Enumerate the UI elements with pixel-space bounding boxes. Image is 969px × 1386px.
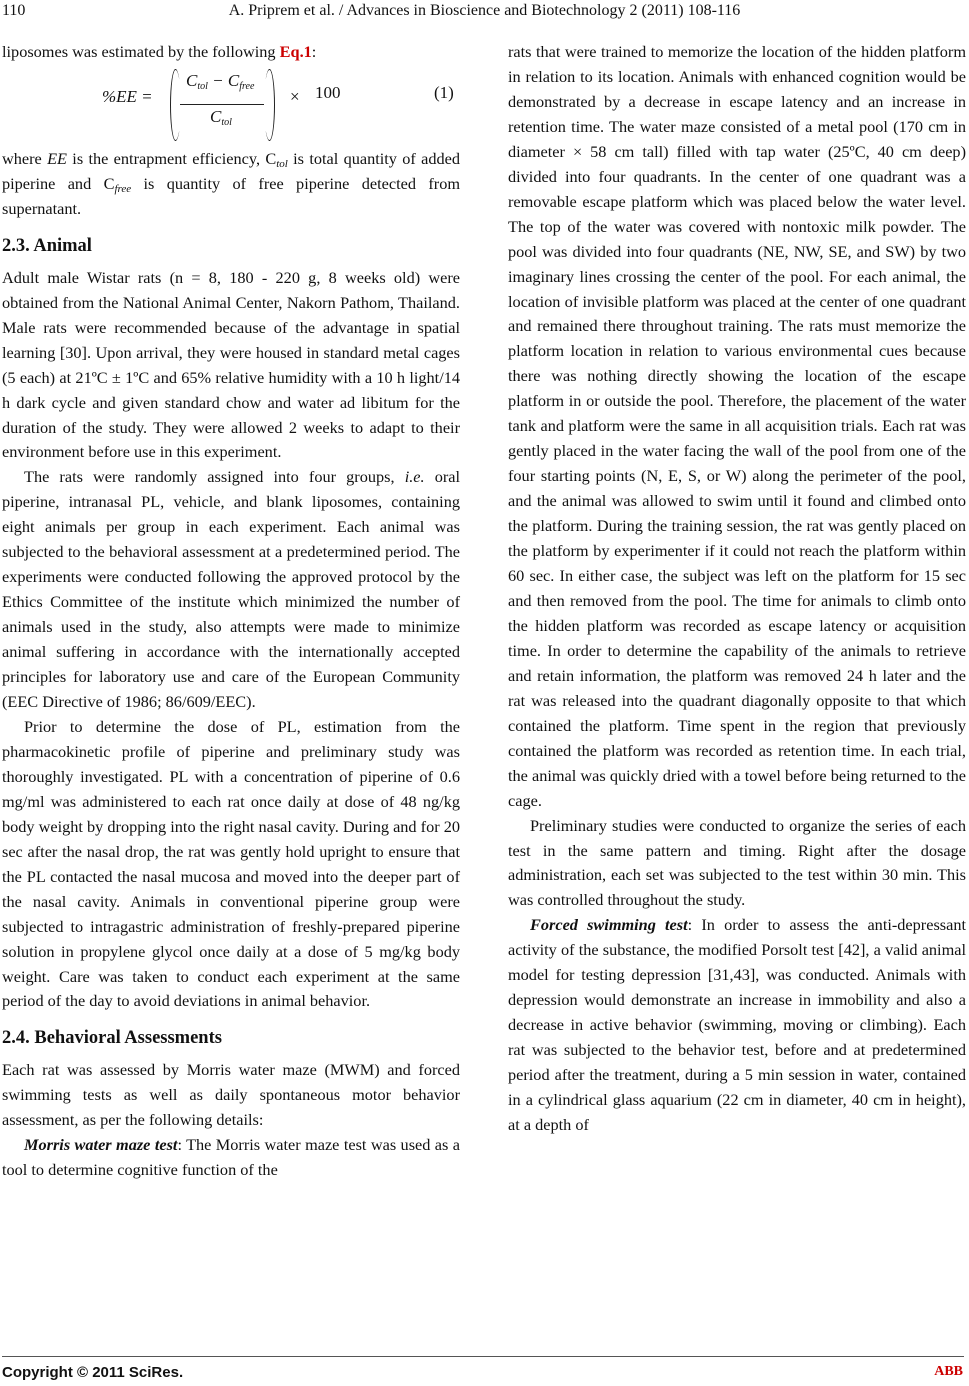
fraction-bar	[180, 104, 264, 105]
right-column	[508, 40, 966, 1138]
where-paragraph	[2, 147, 460, 222]
page-number: 110	[2, 2, 26, 19]
morris-lead: Morris water maze test	[24, 1135, 178, 1155]
page-footer	[0, 1356, 969, 1386]
animal-p2-text-a: The rats were randomly assigned into four groups,	[24, 467, 405, 487]
morris-paragraph-continued: rats that were trained to memorize the location of the hidden platform in relation to its location. Animals with enhanced cognition would be demonstrated by a decrease in escape latency and an increase in retention time. The water maze consisted of a metal pool (170 cm in diameter × 58 cm tall) filled with tap water (25ºC, 40 cm deep) divided into four quadrants. In the center of one quadrant was a removable escape platform which was placed below the water level. The top of the water was covered with nontoxic milk powder. The pool was divided into four quadrants (NE, NW, SE, and SW) by two imaginary lines crossing the center of the pool. For each animal, the location of invisible platform was placed at the center of one quadrant and remained there throughout training. The rats must memorize the platform location in relation to various environmental cues because there was nothing directly showing the location of the escape platform in or outside the pool. Therefore, the placement of the water tank and platform were the same in all acquisition trials. Each rat was gently placed in the water facing the wall of the pool from one of the four starting points (N, E, S, or W) along the perimeter of the pool, and the animal was allowed to swim until it found and climbed onto the platform. During the training session, the rat was gently placed on the platform by experimenter if it could not reach the platform within 60 sec. In either case, the subject was left on the platform for 15 sec and then removed from the pool. The time for animals to climb onto the hidden platform was recorded as escape latency or acquisition time. In order to determine the capability of the animals to retrieve and retain information, the platform was removed 24 h later and the rat was released into the quadrant diagonally opposite to that which contained the platform. Time spent in the region that previously contained the platform was recorded as retention time. In each trial, the animal was quickly dried with a towel before being returned to the cage.	[508, 42, 966, 810]
equation-numerator	[186, 71, 254, 91]
equation-1	[2, 69, 460, 145]
where-text-4: is quantity of free piperine detected from supernatant.	[2, 173, 461, 218]
equation-link[interactable]: Eq.1	[279, 42, 312, 61]
journal-abbreviation: ABB	[934, 1364, 963, 1379]
where-sub-free: free	[114, 182, 132, 195]
den-c: C	[210, 106, 222, 126]
footer-rule	[2, 1356, 964, 1357]
animal-p2-ie: i.e.	[404, 467, 425, 487]
running-head: A. Priprem et al. / Advances in Bioscience and Biotechnology 2 (2011) 108-116	[228, 2, 741, 19]
where-text-1: where	[2, 148, 48, 168]
intro-paragraph	[2, 40, 460, 65]
equation-lhs: %EE =	[102, 86, 153, 106]
equation-denominator	[210, 107, 232, 127]
animal-paragraph-3: Prior to determine the dose of PL, estimation from the pharmacokinetic profile of piperine and preliminary study was thoroughly investigated. PL with a concentration of piperine of 0.6 mg/ml was administered to each rat once daily at dose of 48 ng/kg body weight by dropping into the right nasal cavity. During and for 20 sec after the nasal drop, the rat was gently hold upright to ensure that the PL contacted the nasal mucosa and moved into the deeper part of the nasal cavity. Animals in conventional piperine group were subjected to intragastric administration of freshly-prepared piperine solution in propylene glycol once daily at a dose of 5 mg/kg body weight. Care was taken to conduct each experiment at the same period of the day to avoid deviations in animal behavior.	[2, 716, 460, 1011]
num-sub-tol: tol	[197, 80, 208, 92]
where-ee: EE	[47, 148, 67, 168]
where-text-2: is the entrapment efficiency, C	[66, 148, 277, 168]
left-column	[2, 40, 460, 1183]
equation-right-paren	[264, 69, 275, 141]
intro-end: :	[311, 42, 317, 61]
forced-rest: : In order to assess the anti-depressant activity of the substance, the modified Porsolt test [42], a valid animal model for testing depression [31,43], was conducted. Animals with depression would demonstrate an increase in immobility and also a decrease in active behavior (swimming, moving or climbing). Each rat was subjected to the behavior test, before and at predetermined period after the treatment, during a 5 min session in water, contained in a cylindrical glass aquarium (22 cm in diameter, 40 cm in height), at a depth of	[508, 915, 967, 1134]
behavioral-paragraph-1: Each rat was assessed by Morris water maze (MWM) and forced swimming tests as well as daily spontaneous motor behavior assessment, as per the following details:	[2, 1060, 460, 1130]
num-minus-c: − C	[207, 70, 240, 90]
num-c1: C	[186, 70, 198, 90]
preliminary-paragraph: Preliminary studies were conducted to organize the series of each test in the same pattern and timing. Right after the dosage administration, each set was subjected to the test within 30 min. This was controlled throughout the study.	[508, 815, 966, 910]
section-heading-behavioral: 2.4. Behavioral Assessments	[2, 1028, 222, 1049]
animal-p2-text-b: oral piperine, intranasal PL, vehicle, and blank liposomes, containing eight animals per group in each experiment. Each animal was subjected to the behavioral assessment at a predetermined period. The experiments were conducted following the approved protocol by the Ethics Committee of the institute which minimized the number of animals used in the study, also attempts were made to minimize animal suffering in accordance with the internationally accepted principles for laboratory use and care of the European Community (EEC Directive of 1986; 86/609/EEC).	[2, 467, 461, 712]
animal-paragraph-2	[2, 465, 460, 715]
times-sign: ×	[290, 86, 300, 106]
forced-swimming-paragraph	[508, 913, 966, 1138]
forced-lead: Forced swimming test	[530, 915, 688, 935]
where-sub-tol: tol	[276, 157, 288, 170]
equation-left-paren	[170, 69, 181, 141]
equation-factor: 100	[315, 82, 341, 102]
copyright-notice: Copyright © 2011 SciRes.	[2, 1364, 184, 1381]
animal-paragraph-1: Adult male Wistar rats (n = 8, 180 - 220 g, 8 weeks old) were obtained from the National Animal Center, Nakorn Pathom, Thailand. Male rats were recommended because of the advantage in spatial learning [30]. Upon arrival, they were housed in standard metal cages (5 each) at 21ºC ± 1ºC and 65% relative humidity with a 10 h light/14 h dark cycle and given standard chow and water ad libitum for the duration of the study. They were allowed 2 weeks to adapt to their environment before use in this experiment.	[2, 267, 460, 462]
den-sub-tol: tol	[221, 116, 232, 128]
morris-paragraph-start	[2, 1133, 460, 1183]
equation-label: (1)	[434, 82, 454, 102]
section-heading-animal: 2.3. Animal	[2, 235, 92, 256]
intro-text: liposomes was estimated by the following	[2, 42, 280, 61]
where-text-3: is total quantity of added piperine and C	[2, 148, 460, 193]
morris-rest: : The Morris water maze test was used as a tool to determine cognitive function of the	[2, 1135, 460, 1180]
page-header	[0, 0, 969, 22]
num-sub-free: free	[239, 80, 255, 92]
